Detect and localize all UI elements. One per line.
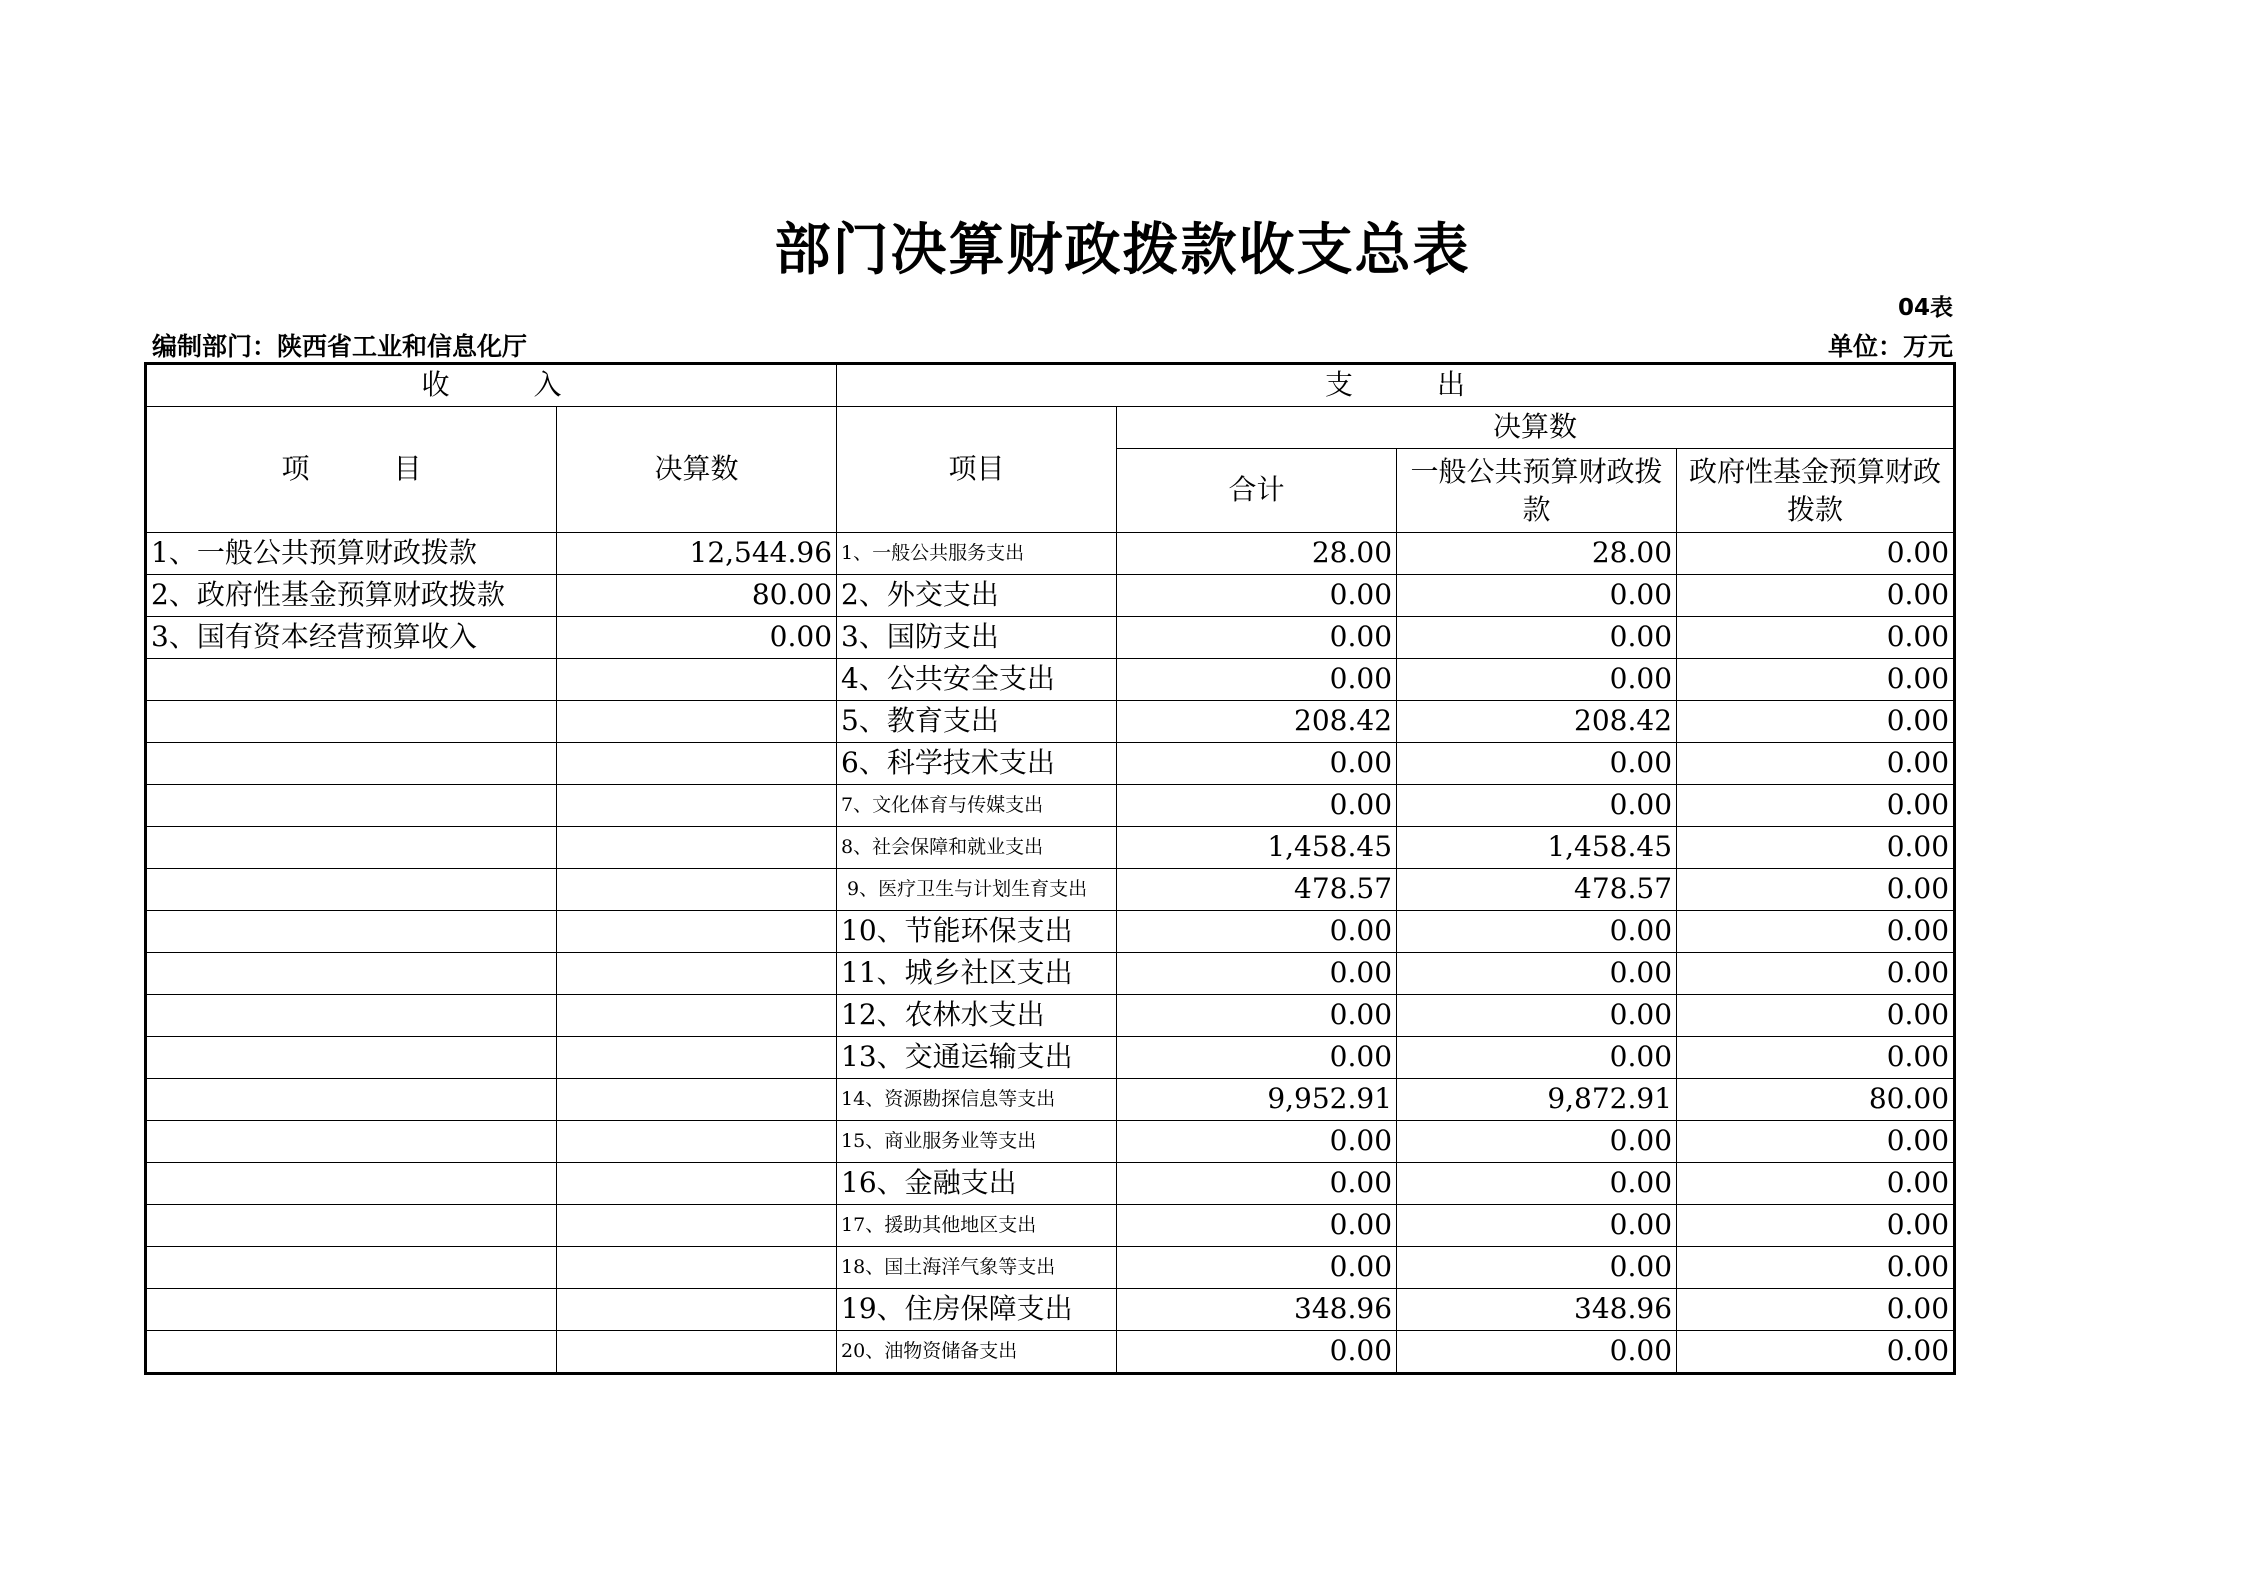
expense-amount-group-header: 决算数 [1117, 407, 1955, 449]
expense-item-cell: 18、国土海洋气象等支出 [837, 1247, 1117, 1289]
table-row [146, 911, 1955, 953]
income-item-cell: 2、政府性基金预算财政拨款 [146, 575, 557, 617]
total-header: 合计 [1117, 449, 1397, 533]
expense-fund-cell: 0.00 [1677, 953, 1955, 995]
expense-general-cell: 0.00 [1397, 659, 1677, 701]
general-budget-header: 一般公共预算财政拨款 [1397, 449, 1677, 533]
expense-fund-cell: 0.00 [1677, 1247, 1955, 1289]
expense-item-cell: 6、科学技术支出 [837, 743, 1117, 785]
expense-item-cell: 2、外交支出 [837, 575, 1117, 617]
income-amount-cell [557, 1121, 837, 1163]
income-amount-cell [557, 785, 837, 827]
income-amount-cell [557, 701, 837, 743]
expense-general-cell: 28.00 [1397, 533, 1677, 575]
expense-total-cell: 0.00 [1117, 1163, 1397, 1205]
income-amount-cell [557, 743, 837, 785]
table-row [146, 1247, 1955, 1289]
income-item-cell: 3、国有资本经营预算收入 [146, 617, 557, 659]
table-row [146, 1163, 1955, 1205]
expense-item-cell: 7、文化体育与传媒支出 [837, 785, 1117, 827]
expense-total-cell: 348.96 [1117, 1289, 1397, 1331]
fiscal-appropriation-table [144, 362, 1956, 1375]
table-row [146, 995, 1955, 1037]
income-item-cell [146, 995, 557, 1037]
expense-item-cell: 20、油物资储备支出 [837, 1331, 1117, 1374]
expense-general-cell: 348.96 [1397, 1289, 1677, 1331]
income-item-cell [146, 701, 557, 743]
income-amount-cell [557, 827, 837, 869]
income-item-cell [146, 1247, 557, 1289]
expense-item-cell: 15、商业服务业等支出 [837, 1121, 1117, 1163]
expense-item-cell: 14、资源勘探信息等支出 [837, 1079, 1117, 1121]
expense-general-cell: 0.00 [1397, 575, 1677, 617]
expense-total-cell: 0.00 [1117, 617, 1397, 659]
expense-total-cell: 1,458.45 [1117, 827, 1397, 869]
income-section-header: 收 入 [146, 364, 837, 407]
expense-general-cell: 478.57 [1397, 869, 1677, 911]
income-item-cell [146, 869, 557, 911]
table-row [146, 1205, 1955, 1247]
table-row [146, 785, 1955, 827]
income-item-cell [146, 1163, 557, 1205]
expense-general-cell: 0.00 [1397, 995, 1677, 1037]
expense-fund-cell: 0.00 [1677, 1205, 1955, 1247]
income-amount-cell [557, 911, 837, 953]
expense-general-cell: 0.00 [1397, 1121, 1677, 1163]
expense-total-cell: 0.00 [1117, 575, 1397, 617]
expense-general-cell: 0.00 [1397, 743, 1677, 785]
table-row [146, 869, 1955, 911]
income-amount-cell [557, 1079, 837, 1121]
expense-general-cell: 0.00 [1397, 785, 1677, 827]
expense-item-cell: 3、国防支出 [837, 617, 1117, 659]
table-row [146, 743, 1955, 785]
expense-fund-cell: 0.00 [1677, 785, 1955, 827]
expense-item-cell: 1、一般公共服务支出 [837, 533, 1117, 575]
expense-total-cell: 208.42 [1117, 701, 1397, 743]
income-amount-cell [557, 1037, 837, 1079]
expense-fund-cell: 0.00 [1677, 1121, 1955, 1163]
table-row [146, 827, 1955, 869]
expense-fund-cell: 0.00 [1677, 1163, 1955, 1205]
expense-item-cell: 17、援助其他地区支出 [837, 1205, 1117, 1247]
table-row [146, 1331, 1955, 1374]
income-item-cell [146, 1037, 557, 1079]
expense-total-cell: 0.00 [1117, 1205, 1397, 1247]
unit-label: 单位：万元 [1827, 332, 1953, 361]
expense-item-cell: 11、城乡社区支出 [837, 953, 1117, 995]
income-amount-cell: 80.00 [557, 575, 837, 617]
expense-general-cell: 0.00 [1397, 911, 1677, 953]
expense-item-cell: 16、金融支出 [837, 1163, 1117, 1205]
expense-fund-cell: 0.00 [1677, 659, 1955, 701]
expense-total-cell: 0.00 [1117, 995, 1397, 1037]
income-amount-cell [557, 659, 837, 701]
expense-fund-cell: 0.00 [1677, 995, 1955, 1037]
income-item-header: 项 目 [146, 407, 557, 533]
income-item-cell [146, 659, 557, 701]
column-header-row-1 [146, 407, 1955, 449]
income-item-cell [146, 1205, 557, 1247]
expense-general-cell: 0.00 [1397, 953, 1677, 995]
income-item-cell [146, 785, 557, 827]
expense-item-cell: 8、社会保障和就业支出 [837, 827, 1117, 869]
income-item-cell [146, 1121, 557, 1163]
expense-total-cell: 0.00 [1117, 659, 1397, 701]
income-item-cell [146, 1289, 557, 1331]
income-amount-header: 决算数 [557, 407, 837, 533]
expense-fund-cell: 0.00 [1677, 743, 1955, 785]
expense-total-cell: 0.00 [1117, 1037, 1397, 1079]
expense-total-cell: 0.00 [1117, 743, 1397, 785]
expense-total-cell: 0.00 [1117, 1121, 1397, 1163]
expense-fund-cell: 80.00 [1677, 1079, 1955, 1121]
income-amount-cell [557, 1163, 837, 1205]
expense-total-cell: 0.00 [1117, 785, 1397, 827]
expense-general-cell: 0.00 [1397, 1331, 1677, 1374]
expense-fund-cell: 0.00 [1677, 869, 1955, 911]
expense-fund-cell: 0.00 [1677, 617, 1955, 659]
income-amount-cell [557, 995, 837, 1037]
income-item-cell [146, 1331, 557, 1374]
expense-item-header: 项目 [837, 407, 1117, 533]
expense-fund-cell: 0.00 [1677, 533, 1955, 575]
table-row [146, 533, 1955, 575]
expense-item-cell: 9、医疗卫生与计划生育支出 [837, 869, 1117, 911]
table-row [146, 659, 1955, 701]
income-amount-cell [557, 1247, 837, 1289]
expense-fund-cell: 0.00 [1677, 827, 1955, 869]
expense-fund-cell: 0.00 [1677, 1289, 1955, 1331]
expense-item-cell: 5、教育支出 [837, 701, 1117, 743]
expense-fund-cell: 0.00 [1677, 1331, 1955, 1374]
expense-fund-cell: 0.00 [1677, 911, 1955, 953]
expense-fund-cell: 0.00 [1677, 1037, 1955, 1079]
expense-total-cell: 0.00 [1117, 953, 1397, 995]
expense-fund-cell: 0.00 [1677, 701, 1955, 743]
income-item-cell [146, 1079, 557, 1121]
expense-general-cell: 0.00 [1397, 1163, 1677, 1205]
table-row [146, 1121, 1955, 1163]
table-row [146, 1079, 1955, 1121]
table-row [146, 1289, 1955, 1331]
income-amount-cell: 0.00 [557, 617, 837, 659]
income-item-cell [146, 953, 557, 995]
compiling-department: 编制部门：陕西省工业和信息化厅 [152, 332, 528, 361]
income-item-cell [146, 743, 557, 785]
income-item-cell [146, 827, 557, 869]
table-row [146, 617, 1955, 659]
income-amount-cell [557, 869, 837, 911]
expense-general-cell: 1,458.45 [1397, 827, 1677, 869]
expense-general-cell: 0.00 [1397, 617, 1677, 659]
expense-general-cell: 0.00 [1397, 1247, 1677, 1289]
expense-general-cell: 0.00 [1397, 1037, 1677, 1079]
table-row [146, 1037, 1955, 1079]
income-amount-cell: 12,544.96 [557, 533, 837, 575]
expense-total-cell: 28.00 [1117, 533, 1397, 575]
expense-total-cell: 9,952.91 [1117, 1079, 1397, 1121]
expense-item-cell: 19、住房保障支出 [837, 1289, 1117, 1331]
table-row [146, 701, 1955, 743]
income-amount-cell [557, 1205, 837, 1247]
income-amount-cell [557, 1289, 837, 1331]
expense-general-cell: 0.00 [1397, 1205, 1677, 1247]
table-number: 04表 [1897, 295, 1953, 321]
gov-fund-header: 政府性基金预算财政拨款 [1677, 449, 1955, 533]
expense-item-cell: 13、交通运输支出 [837, 1037, 1117, 1079]
income-item-cell: 1、一般公共预算财政拨款 [146, 533, 557, 575]
expense-general-cell: 9,872.91 [1397, 1079, 1677, 1121]
table-row [146, 575, 1955, 617]
expense-item-cell: 10、节能环保支出 [837, 911, 1117, 953]
expense-general-cell: 208.42 [1397, 701, 1677, 743]
section-header-row [146, 364, 1955, 407]
expense-total-cell: 0.00 [1117, 911, 1397, 953]
income-amount-cell [557, 1331, 837, 1374]
expense-total-cell: 0.00 [1117, 1331, 1397, 1374]
expense-item-cell: 4、公共安全支出 [837, 659, 1117, 701]
expense-section-header: 支 出 [837, 364, 1955, 407]
expense-fund-cell: 0.00 [1677, 575, 1955, 617]
page-title: 部门决算财政拨款收支总表 [774, 218, 1471, 283]
expense-total-cell: 0.00 [1117, 1247, 1397, 1289]
expense-total-cell: 478.57 [1117, 869, 1397, 911]
income-amount-cell [557, 953, 837, 995]
expense-item-cell: 12、农林水支出 [837, 995, 1117, 1037]
income-item-cell [146, 911, 557, 953]
table-row [146, 953, 1955, 995]
